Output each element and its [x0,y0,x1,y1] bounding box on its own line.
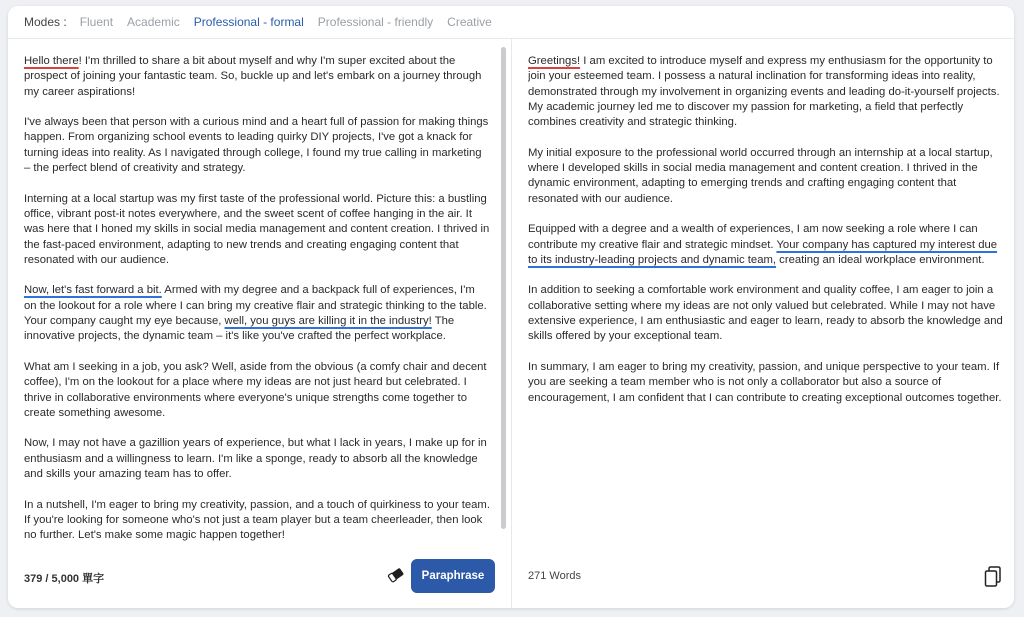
changed-phrase[interactable]: Your company has captured my interest due to its industry-leading projects and dynamic team, [528,238,998,266]
output-word-count: 271 Words [528,570,581,582]
input-paragraph: What am I seeking in a job, you ask? Well, aside from the obvious (a comfy chair and decent coffee), I'm on the lookout for a place where my ideas are not just heard but celebrated. I thrive in collaborative environments where everyone's unique strengths come together to create something awesome. [24,360,487,419]
mode-tab-fluent[interactable]: Fluent [79,15,114,29]
paraphrase-button[interactable]: Paraphrase [411,559,495,593]
input-scrollbar[interactable] [501,47,506,529]
changed-phrase[interactable]: Greetings! [528,55,581,67]
input-paragraph: In a nutshell, I'm eager to bring my creativity, passion, and a touch of quirkiness to your team. If you're looking for someone who's not just a team player but a team cheerleader, then look no further. Let's make some magic happen together! [24,498,490,542]
flagged-phrase[interactable]: Hello there [24,55,79,67]
paragraph-text: Armed with my degree and a backpack full of experiences, I'm on the lookout for a role where I can bring my creative flair and strategic thinking to the table. Your company caught my eye because, [24,284,487,328]
output-paragraph: My initial exposure to the professional world occurred through an internship at a local startup, where I developed skills in social media management and content creation. I thrived in the dynamic environment, adapting to emerging trends and crafting engaging content that resonated with our audience. [528,146,993,205]
flagged-phrase[interactable]: Now, let's fast forward a bit. [24,284,162,297]
paragraph-text: Equipped with a degree and a wealth of experiences, I am now seeking a role where I can contribute my creative flair and strategic mindset. [528,223,978,251]
output-pane [512,39,1014,608]
output-text-area [528,54,1004,554]
input-paragraph: Interning at a local startup was my first taste of the professional world. Picture this: a bustling office, vibrant post-it notes everywhere, and the sweet scent of coffee hanging in the air. It was here that I honed my skills in social media management and content creation. I thrived in the fast-paced environment, adapting to new trends and creating engaging content that resonated with our audience. [24,192,490,266]
output-paragraph: In addition to seeking a comfortable work environment and quality coffee, I am eager to join a collaborative setting where my ideas are not only valued but celebrated. While I may not have extensive experience, I am enthusiastic and eager to learn, ready to absorb the knowledge and skills offered by your exceptional team. [528,284,1003,343]
paragraph-text: ! I'm thrilled to share a bit about myself and why I'm super excited about the prospect of joining your fantastic team. So, buckle up and let's embark on a journey through my career aspirations! [24,55,482,98]
paragraph-text: creating an ideal workplace environment. [776,253,985,266]
output-paragraph [528,54,1004,130]
mode-tab-academic[interactable]: Academic [127,15,180,29]
modes-bar [8,6,1014,39]
mode-tab-creative[interactable]: Creative [447,15,492,29]
flagged-phrase[interactable]: well, you guys are killing it in the industry! [224,315,432,328]
output-paragraph [528,222,1004,268]
input-paragraph [24,54,490,100]
input-paragraph [24,283,490,344]
mode-tab-professional-formal[interactable]: Professional - formal [193,15,304,29]
paragraph-text: The innovative projects, the dynamic team – it's like you've crafted the perfect workplace. [24,315,455,343]
eraser-icon[interactable] [386,566,406,584]
output-paragraph: In summary, I am eager to bring my creativity, passion, and unique perspective to your team. If you are seeking a team member who is not only a collaborator but also a source of encouragement, I am confident that I can contribute to creating exceptional outcomes together. [528,360,1002,404]
modes-label: Modes : [24,15,67,29]
input-paragraph: Now, I may not have a gazillion years of experience, but what I lack in years, I make up for in enthusiasm and a willingness to learn. I'm like a sponge, ready to absorb all the knowledge and skills your amazing team has to offer. [24,437,487,481]
paraphraser-app [8,6,1014,608]
copy-icon[interactable] [984,566,1002,588]
input-pane [8,39,512,608]
mode-tab-professional-friendly[interactable]: Professional - friendly [317,15,434,29]
input-paragraph: I've always been that person with a curious mind and a heart full of passion for making things happen. From organizing school events to leading quirky DIY projects, I've got a knack for turning ideas into reality. As I navigated through college, I found my true calling in marketing – the perfect blend of creativity and strategy. [24,116,489,175]
input-text-area[interactable] [24,54,490,554]
input-word-count: 379 / 5,000 單字 [24,573,105,585]
paragraph-text: I am excited to introduce myself and express my enthusiasm for the opportunity to join your esteemed team. I possess a natural inclination for transforming ideas into reality, demonstrated through my involvement in organizing events and leading do-it-yourself projects. My academic journey led me to discover my passion for marketing, a field that perfectly combines creativity and strategic thinking. [528,55,1000,129]
